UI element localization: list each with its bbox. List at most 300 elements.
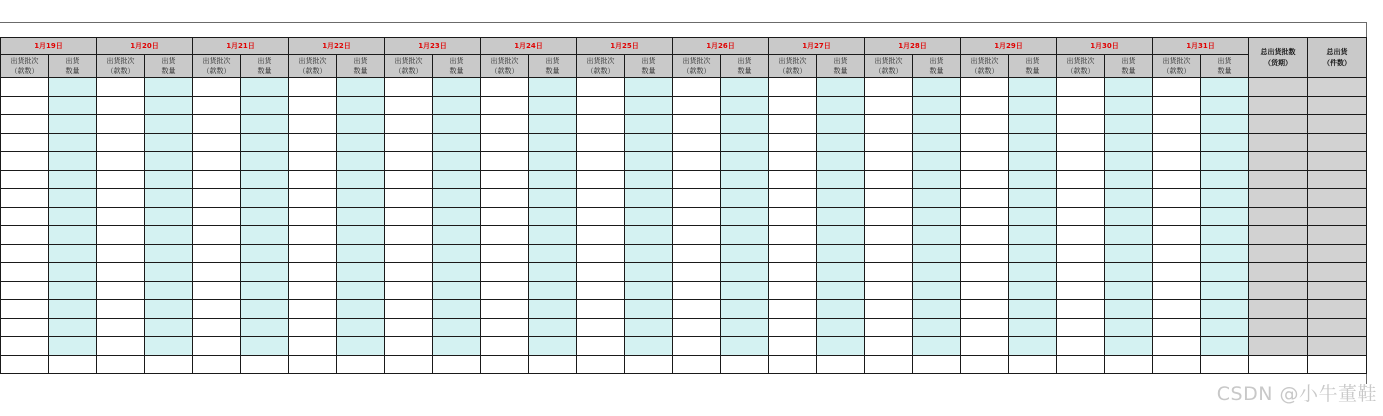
- qty-cell[interactable]: [913, 133, 961, 152]
- qty-cell[interactable]: [721, 152, 769, 171]
- batch-cell[interactable]: [577, 244, 625, 263]
- qty-cell[interactable]: [721, 170, 769, 189]
- qty-cell[interactable]: [241, 318, 289, 337]
- qty-cell[interactable]: [433, 78, 481, 97]
- batch-cell[interactable]: [865, 355, 913, 374]
- qty-cell[interactable]: [817, 355, 865, 374]
- batch-cell[interactable]: [961, 189, 1009, 208]
- batch-cell[interactable]: [1057, 170, 1105, 189]
- qty-cell[interactable]: [337, 152, 385, 171]
- qty-cell[interactable]: [433, 263, 481, 282]
- batch-cell[interactable]: [673, 263, 721, 282]
- qty-cell[interactable]: [145, 96, 193, 115]
- batch-cell[interactable]: [481, 337, 529, 356]
- qty-cell[interactable]: [721, 115, 769, 134]
- qty-cell[interactable]: [721, 207, 769, 226]
- qty-cell[interactable]: [721, 300, 769, 319]
- qty-cell[interactable]: [145, 355, 193, 374]
- qty-cell[interactable]: [433, 300, 481, 319]
- qty-cell[interactable]: [337, 318, 385, 337]
- batch-cell[interactable]: [865, 226, 913, 245]
- qty-cell[interactable]: [817, 207, 865, 226]
- qty-cell[interactable]: [241, 189, 289, 208]
- batch-cell[interactable]: [481, 189, 529, 208]
- qty-cell[interactable]: [1009, 281, 1057, 300]
- batch-cell[interactable]: [577, 355, 625, 374]
- total-batches-cell[interactable]: [1249, 226, 1308, 245]
- batch-cell[interactable]: [385, 207, 433, 226]
- qty-cell[interactable]: [1105, 244, 1153, 263]
- qty-cell[interactable]: [49, 244, 97, 263]
- batch-cell[interactable]: [865, 133, 913, 152]
- qty-cell[interactable]: [625, 300, 673, 319]
- batch-cell[interactable]: [577, 226, 625, 245]
- qty-cell[interactable]: [817, 281, 865, 300]
- batch-cell[interactable]: [97, 263, 145, 282]
- total-batches-cell[interactable]: [1249, 355, 1308, 374]
- total-batches-cell[interactable]: [1249, 115, 1308, 134]
- batch-cell[interactable]: [193, 355, 241, 374]
- qty-cell[interactable]: [817, 170, 865, 189]
- qty-cell[interactable]: [1201, 170, 1249, 189]
- batch-cell[interactable]: [865, 318, 913, 337]
- batch-cell[interactable]: [577, 281, 625, 300]
- qty-cell[interactable]: [625, 152, 673, 171]
- qty-cell[interactable]: [145, 133, 193, 152]
- qty-cell[interactable]: [49, 281, 97, 300]
- qty-cell[interactable]: [241, 96, 289, 115]
- batch-cell[interactable]: [865, 337, 913, 356]
- qty-cell[interactable]: [913, 207, 961, 226]
- qty-cell[interactable]: [433, 189, 481, 208]
- qty-cell[interactable]: [1009, 189, 1057, 208]
- qty-cell[interactable]: [337, 300, 385, 319]
- batch-cell[interactable]: [97, 152, 145, 171]
- batch-cell[interactable]: [481, 78, 529, 97]
- total-qty-cell[interactable]: [1308, 189, 1367, 208]
- qty-cell[interactable]: [49, 226, 97, 245]
- batch-cell[interactable]: [577, 318, 625, 337]
- qty-cell[interactable]: [529, 133, 577, 152]
- total-batches-cell[interactable]: [1249, 318, 1308, 337]
- batch-cell[interactable]: [289, 96, 337, 115]
- qty-cell[interactable]: [1009, 207, 1057, 226]
- batch-cell[interactable]: [193, 115, 241, 134]
- qty-cell[interactable]: [1009, 244, 1057, 263]
- qty-cell[interactable]: [1201, 318, 1249, 337]
- qty-cell[interactable]: [1009, 300, 1057, 319]
- qty-cell[interactable]: [1009, 226, 1057, 245]
- qty-cell[interactable]: [433, 281, 481, 300]
- batch-cell[interactable]: [97, 96, 145, 115]
- qty-cell[interactable]: [817, 115, 865, 134]
- batch-cell[interactable]: [385, 96, 433, 115]
- qty-cell[interactable]: [145, 170, 193, 189]
- qty-cell[interactable]: [529, 244, 577, 263]
- total-qty-cell[interactable]: [1308, 281, 1367, 300]
- qty-cell[interactable]: [145, 244, 193, 263]
- batch-cell[interactable]: [385, 263, 433, 282]
- batch-cell[interactable]: [961, 207, 1009, 226]
- qty-cell[interactable]: [337, 133, 385, 152]
- qty-cell[interactable]: [49, 318, 97, 337]
- qty-cell[interactable]: [1201, 355, 1249, 374]
- total-batches-cell[interactable]: [1249, 133, 1308, 152]
- qty-cell[interactable]: [1105, 337, 1153, 356]
- total-qty-cell[interactable]: [1308, 300, 1367, 319]
- batch-cell[interactable]: [1153, 189, 1201, 208]
- total-qty-cell[interactable]: [1308, 207, 1367, 226]
- batch-cell[interactable]: [1153, 78, 1201, 97]
- batch-cell[interactable]: [193, 96, 241, 115]
- batch-cell[interactable]: [1057, 78, 1105, 97]
- batch-cell[interactable]: [193, 78, 241, 97]
- qty-cell[interactable]: [913, 244, 961, 263]
- qty-cell[interactable]: [913, 78, 961, 97]
- batch-cell[interactable]: [97, 115, 145, 134]
- batch-cell[interactable]: [289, 78, 337, 97]
- batch-cell[interactable]: [481, 300, 529, 319]
- qty-cell[interactable]: [241, 244, 289, 263]
- total-batches-cell[interactable]: [1249, 78, 1308, 97]
- qty-cell[interactable]: [1201, 263, 1249, 282]
- qty-cell[interactable]: [529, 170, 577, 189]
- batch-cell[interactable]: [577, 78, 625, 97]
- qty-cell[interactable]: [433, 207, 481, 226]
- qty-cell[interactable]: [145, 281, 193, 300]
- batch-cell[interactable]: [865, 115, 913, 134]
- qty-cell[interactable]: [49, 300, 97, 319]
- batch-cell[interactable]: [1153, 355, 1201, 374]
- batch-cell[interactable]: [865, 263, 913, 282]
- qty-cell[interactable]: [49, 133, 97, 152]
- batch-cell[interactable]: [673, 355, 721, 374]
- qty-cell[interactable]: [1201, 96, 1249, 115]
- batch-cell[interactable]: [193, 263, 241, 282]
- batch-cell[interactable]: [865, 207, 913, 226]
- qty-cell[interactable]: [529, 318, 577, 337]
- qty-cell[interactable]: [145, 337, 193, 356]
- qty-cell[interactable]: [625, 263, 673, 282]
- batch-cell[interactable]: [1057, 96, 1105, 115]
- qty-cell[interactable]: [1105, 78, 1153, 97]
- qty-cell[interactable]: [1105, 115, 1153, 134]
- qty-cell[interactable]: [241, 263, 289, 282]
- qty-cell[interactable]: [529, 189, 577, 208]
- qty-cell[interactable]: [1105, 133, 1153, 152]
- qty-cell[interactable]: [721, 244, 769, 263]
- qty-cell[interactable]: [241, 226, 289, 245]
- batch-cell[interactable]: [1057, 281, 1105, 300]
- qty-cell[interactable]: [433, 96, 481, 115]
- qty-cell[interactable]: [721, 226, 769, 245]
- batch-cell[interactable]: [1, 207, 49, 226]
- qty-cell[interactable]: [145, 115, 193, 134]
- total-batches-cell[interactable]: [1249, 170, 1308, 189]
- batch-cell[interactable]: [193, 300, 241, 319]
- batch-cell[interactable]: [1057, 300, 1105, 319]
- batch-cell[interactable]: [193, 318, 241, 337]
- batch-cell[interactable]: [1, 133, 49, 152]
- batch-cell[interactable]: [97, 226, 145, 245]
- batch-cell[interactable]: [865, 170, 913, 189]
- batch-cell[interactable]: [961, 78, 1009, 97]
- batch-cell[interactable]: [1, 281, 49, 300]
- qty-cell[interactable]: [1105, 170, 1153, 189]
- qty-cell[interactable]: [433, 170, 481, 189]
- batch-cell[interactable]: [673, 170, 721, 189]
- batch-cell[interactable]: [1, 96, 49, 115]
- batch-cell[interactable]: [769, 78, 817, 97]
- total-batches-cell[interactable]: [1249, 207, 1308, 226]
- qty-cell[interactable]: [49, 115, 97, 134]
- batch-cell[interactable]: [673, 244, 721, 263]
- batch-cell[interactable]: [1057, 337, 1105, 356]
- qty-cell[interactable]: [49, 189, 97, 208]
- qty-cell[interactable]: [817, 189, 865, 208]
- batch-cell[interactable]: [289, 115, 337, 134]
- batch-cell[interactable]: [1, 244, 49, 263]
- qty-cell[interactable]: [625, 281, 673, 300]
- batch-cell[interactable]: [193, 226, 241, 245]
- total-qty-cell[interactable]: [1308, 115, 1367, 134]
- qty-cell[interactable]: [433, 318, 481, 337]
- qty-cell[interactable]: [1009, 133, 1057, 152]
- batch-cell[interactable]: [97, 318, 145, 337]
- batch-cell[interactable]: [673, 226, 721, 245]
- qty-cell[interactable]: [529, 263, 577, 282]
- batch-cell[interactable]: [1, 170, 49, 189]
- qty-cell[interactable]: [913, 263, 961, 282]
- batch-cell[interactable]: [865, 244, 913, 263]
- batch-cell[interactable]: [1, 152, 49, 171]
- batch-cell[interactable]: [673, 96, 721, 115]
- qty-cell[interactable]: [337, 78, 385, 97]
- batch-cell[interactable]: [1057, 318, 1105, 337]
- qty-cell[interactable]: [1009, 337, 1057, 356]
- qty-cell[interactable]: [817, 96, 865, 115]
- qty-cell[interactable]: [1201, 207, 1249, 226]
- qty-cell[interactable]: [721, 78, 769, 97]
- qty-cell[interactable]: [913, 152, 961, 171]
- total-qty-cell[interactable]: [1308, 318, 1367, 337]
- qty-cell[interactable]: [241, 152, 289, 171]
- batch-cell[interactable]: [961, 226, 1009, 245]
- qty-cell[interactable]: [1201, 281, 1249, 300]
- qty-cell[interactable]: [625, 355, 673, 374]
- batch-cell[interactable]: [961, 300, 1009, 319]
- qty-cell[interactable]: [145, 300, 193, 319]
- total-qty-cell[interactable]: [1308, 226, 1367, 245]
- batch-cell[interactable]: [385, 189, 433, 208]
- batch-cell[interactable]: [289, 170, 337, 189]
- batch-cell[interactable]: [769, 133, 817, 152]
- qty-cell[interactable]: [433, 355, 481, 374]
- batch-cell[interactable]: [481, 96, 529, 115]
- total-qty-cell[interactable]: [1308, 133, 1367, 152]
- qty-cell[interactable]: [529, 207, 577, 226]
- batch-cell[interactable]: [385, 152, 433, 171]
- batch-cell[interactable]: [1153, 170, 1201, 189]
- batch-cell[interactable]: [481, 115, 529, 134]
- qty-cell[interactable]: [433, 337, 481, 356]
- qty-cell[interactable]: [1105, 189, 1153, 208]
- batch-cell[interactable]: [289, 133, 337, 152]
- batch-cell[interactable]: [289, 207, 337, 226]
- qty-cell[interactable]: [1009, 318, 1057, 337]
- qty-cell[interactable]: [1201, 189, 1249, 208]
- qty-cell[interactable]: [913, 300, 961, 319]
- batch-cell[interactable]: [1153, 152, 1201, 171]
- batch-cell[interactable]: [769, 244, 817, 263]
- batch-cell[interactable]: [673, 152, 721, 171]
- batch-cell[interactable]: [1057, 189, 1105, 208]
- batch-cell[interactable]: [769, 337, 817, 356]
- total-qty-cell[interactable]: [1308, 263, 1367, 282]
- total-qty-cell[interactable]: [1308, 170, 1367, 189]
- qty-cell[interactable]: [913, 281, 961, 300]
- batch-cell[interactable]: [1153, 337, 1201, 356]
- batch-cell[interactable]: [1, 300, 49, 319]
- qty-cell[interactable]: [721, 318, 769, 337]
- batch-cell[interactable]: [1153, 96, 1201, 115]
- batch-cell[interactable]: [289, 244, 337, 263]
- qty-cell[interactable]: [337, 263, 385, 282]
- qty-cell[interactable]: [625, 115, 673, 134]
- batch-cell[interactable]: [577, 133, 625, 152]
- batch-cell[interactable]: [577, 207, 625, 226]
- qty-cell[interactable]: [1009, 170, 1057, 189]
- total-batches-cell[interactable]: [1249, 263, 1308, 282]
- qty-cell[interactable]: [529, 78, 577, 97]
- qty-cell[interactable]: [817, 226, 865, 245]
- batch-cell[interactable]: [1057, 355, 1105, 374]
- batch-cell[interactable]: [961, 96, 1009, 115]
- qty-cell[interactable]: [625, 96, 673, 115]
- batch-cell[interactable]: [961, 115, 1009, 134]
- batch-cell[interactable]: [673, 207, 721, 226]
- qty-cell[interactable]: [913, 96, 961, 115]
- qty-cell[interactable]: [817, 337, 865, 356]
- qty-cell[interactable]: [913, 115, 961, 134]
- qty-cell[interactable]: [1201, 152, 1249, 171]
- qty-cell[interactable]: [1105, 318, 1153, 337]
- qty-cell[interactable]: [145, 318, 193, 337]
- total-qty-cell[interactable]: [1308, 152, 1367, 171]
- batch-cell[interactable]: [97, 355, 145, 374]
- qty-cell[interactable]: [1009, 78, 1057, 97]
- batch-cell[interactable]: [385, 300, 433, 319]
- batch-cell[interactable]: [1153, 300, 1201, 319]
- qty-cell[interactable]: [817, 263, 865, 282]
- batch-cell[interactable]: [865, 78, 913, 97]
- batch-cell[interactable]: [97, 300, 145, 319]
- qty-cell[interactable]: [625, 207, 673, 226]
- batch-cell[interactable]: [193, 189, 241, 208]
- batch-cell[interactable]: [385, 355, 433, 374]
- batch-cell[interactable]: [673, 300, 721, 319]
- total-qty-cell[interactable]: [1308, 337, 1367, 356]
- qty-cell[interactable]: [1201, 337, 1249, 356]
- total-batches-cell[interactable]: [1249, 152, 1308, 171]
- qty-cell[interactable]: [1105, 263, 1153, 282]
- batch-cell[interactable]: [193, 337, 241, 356]
- qty-cell[interactable]: [1105, 355, 1153, 374]
- qty-cell[interactable]: [529, 152, 577, 171]
- batch-cell[interactable]: [193, 133, 241, 152]
- batch-cell[interactable]: [1057, 152, 1105, 171]
- batch-cell[interactable]: [961, 152, 1009, 171]
- batch-cell[interactable]: [1153, 281, 1201, 300]
- batch-cell[interactable]: [577, 170, 625, 189]
- qty-cell[interactable]: [337, 226, 385, 245]
- qty-cell[interactable]: [337, 96, 385, 115]
- total-batches-cell[interactable]: [1249, 337, 1308, 356]
- batch-cell[interactable]: [289, 300, 337, 319]
- total-qty-cell[interactable]: [1308, 355, 1367, 374]
- batch-cell[interactable]: [385, 226, 433, 245]
- batch-cell[interactable]: [97, 244, 145, 263]
- batch-cell[interactable]: [865, 281, 913, 300]
- batch-cell[interactable]: [865, 300, 913, 319]
- qty-cell[interactable]: [49, 170, 97, 189]
- qty-cell[interactable]: [529, 226, 577, 245]
- batch-cell[interactable]: [769, 226, 817, 245]
- qty-cell[interactable]: [817, 133, 865, 152]
- qty-cell[interactable]: [241, 281, 289, 300]
- qty-cell[interactable]: [1105, 226, 1153, 245]
- qty-cell[interactable]: [433, 152, 481, 171]
- batch-cell[interactable]: [865, 189, 913, 208]
- qty-cell[interactable]: [337, 244, 385, 263]
- batch-cell[interactable]: [1, 263, 49, 282]
- qty-cell[interactable]: [1009, 355, 1057, 374]
- batch-cell[interactable]: [577, 337, 625, 356]
- batch-cell[interactable]: [1057, 244, 1105, 263]
- batch-cell[interactable]: [961, 355, 1009, 374]
- total-batches-cell[interactable]: [1249, 281, 1308, 300]
- batch-cell[interactable]: [673, 189, 721, 208]
- qty-cell[interactable]: [1009, 96, 1057, 115]
- batch-cell[interactable]: [577, 263, 625, 282]
- batch-cell[interactable]: [769, 207, 817, 226]
- batch-cell[interactable]: [289, 189, 337, 208]
- qty-cell[interactable]: [1105, 207, 1153, 226]
- batch-cell[interactable]: [289, 226, 337, 245]
- batch-cell[interactable]: [1057, 263, 1105, 282]
- batch-cell[interactable]: [97, 337, 145, 356]
- total-qty-cell[interactable]: [1308, 244, 1367, 263]
- qty-cell[interactable]: [1105, 96, 1153, 115]
- qty-cell[interactable]: [625, 337, 673, 356]
- batch-cell[interactable]: [1153, 115, 1201, 134]
- batch-cell[interactable]: [961, 133, 1009, 152]
- batch-cell[interactable]: [97, 207, 145, 226]
- qty-cell[interactable]: [337, 355, 385, 374]
- batch-cell[interactable]: [673, 133, 721, 152]
- batch-cell[interactable]: [961, 263, 1009, 282]
- qty-cell[interactable]: [625, 244, 673, 263]
- total-batches-cell[interactable]: [1249, 300, 1308, 319]
- batch-cell[interactable]: [385, 133, 433, 152]
- qty-cell[interactable]: [49, 96, 97, 115]
- total-batches-cell[interactable]: [1249, 244, 1308, 263]
- qty-cell[interactable]: [241, 170, 289, 189]
- qty-cell[interactable]: [49, 355, 97, 374]
- qty-cell[interactable]: [145, 78, 193, 97]
- qty-cell[interactable]: [625, 318, 673, 337]
- batch-cell[interactable]: [769, 300, 817, 319]
